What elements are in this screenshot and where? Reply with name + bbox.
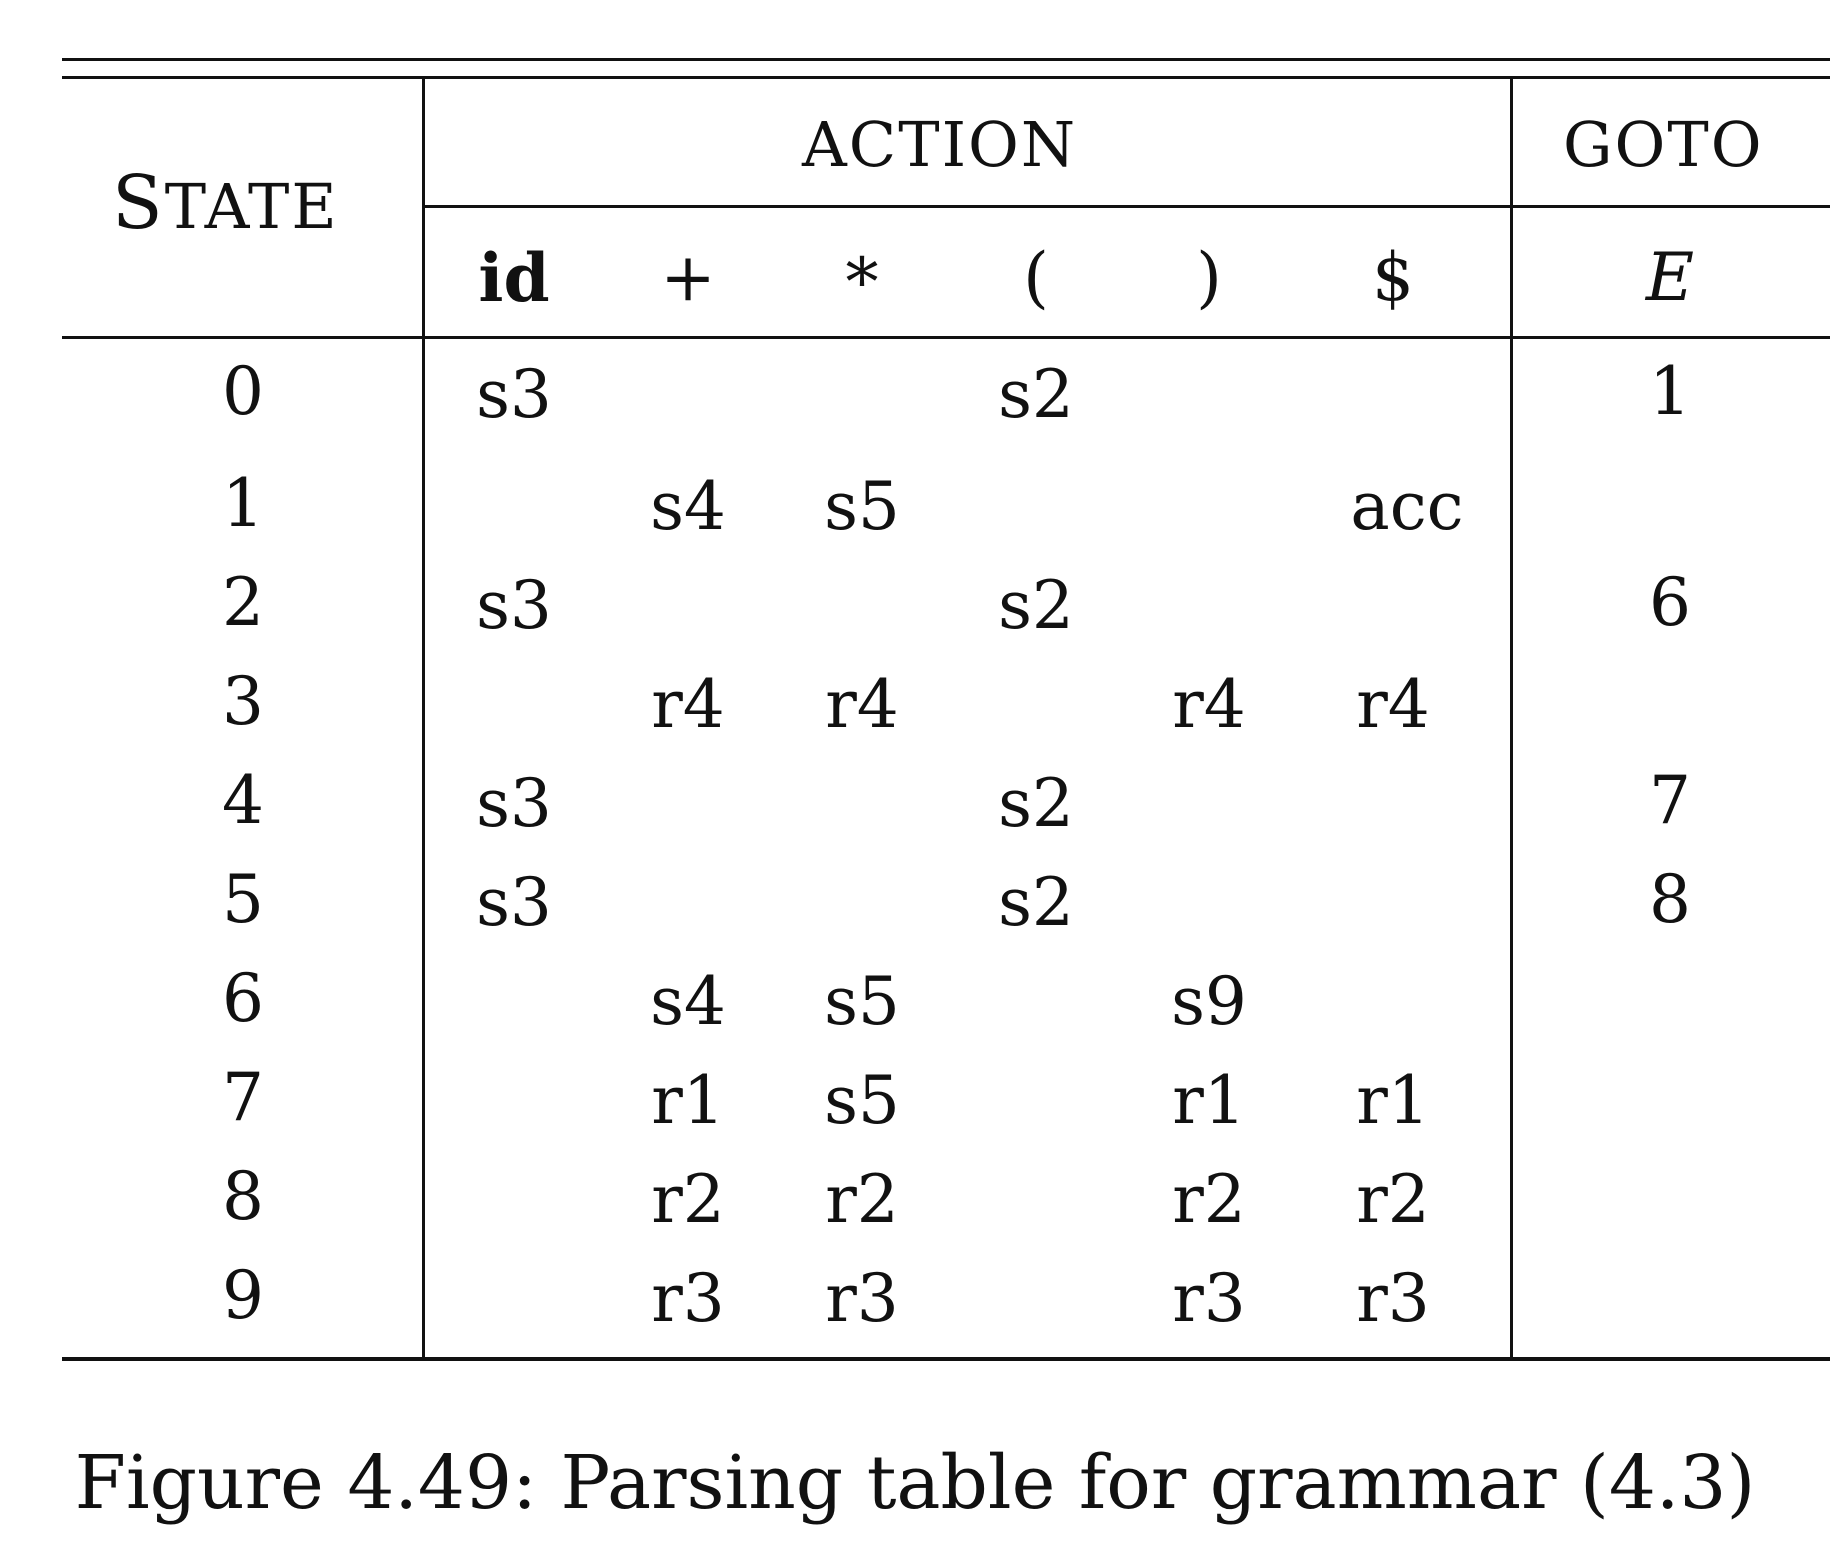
action-cell: s4 (650, 468, 726, 545)
action-cell: r4 (1172, 666, 1246, 743)
state-cell: 1 (222, 465, 264, 542)
top-rule-inner (62, 76, 1830, 79)
action-cell: r3 (651, 1260, 725, 1337)
state-cell: 7 (222, 1059, 264, 1136)
col-header-star: * (845, 244, 879, 321)
goto-header: GOTO (1563, 108, 1764, 181)
action-cell: s3 (476, 567, 552, 644)
action-cell: r1 (1172, 1062, 1246, 1139)
goto-divider (1510, 78, 1513, 1360)
action-cell: s3 (476, 864, 552, 941)
state-header (112, 160, 339, 246)
state-cell: 4 (222, 762, 264, 839)
state-cell: 6 (222, 960, 264, 1037)
action-cell: acc (1350, 468, 1464, 545)
header-bottom-rule (62, 336, 1830, 339)
goto-cell: 8 (1649, 861, 1691, 938)
bottom-rule (62, 1357, 1830, 1361)
action-cell: s2 (998, 864, 1074, 941)
action-cell: r2 (651, 1161, 725, 1238)
state-cell: 9 (222, 1257, 264, 1334)
action-header: ACTION (802, 108, 1078, 181)
action-cell: s3 (476, 356, 552, 433)
action-cell: r3 (1356, 1260, 1430, 1337)
state-cell: 0 (222, 353, 264, 430)
col-header-rparen: ) (1196, 239, 1222, 316)
action-cell: r1 (1356, 1062, 1430, 1139)
state-cell: 2 (222, 564, 264, 641)
action-cell: r4 (1356, 666, 1430, 743)
action-cell: s5 (824, 963, 900, 1040)
col-header-id: id (478, 239, 550, 317)
goto-cell: 1 (1649, 353, 1691, 430)
top-rule-outer (62, 58, 1830, 61)
action-cell: r3 (825, 1260, 899, 1337)
state-header-rest: TATE (164, 170, 339, 243)
action-cell: r2 (1172, 1161, 1246, 1238)
state-cell: 8 (222, 1158, 264, 1235)
action-cell: r1 (651, 1062, 725, 1139)
action-cell: r2 (825, 1161, 899, 1238)
action-cell: s2 (998, 567, 1074, 644)
action-cell: s5 (824, 1062, 900, 1139)
col-header-E: E (1645, 239, 1695, 316)
action-cell: s4 (650, 963, 726, 1040)
state-divider (422, 78, 425, 1360)
state-header-initial: S (112, 160, 165, 246)
goto-cell: 6 (1649, 564, 1691, 641)
col-header-dollar: $ (1372, 239, 1414, 316)
action-cell: r4 (651, 666, 725, 743)
goto-cell: 7 (1649, 762, 1691, 839)
action-cell: s9 (1171, 963, 1247, 1040)
col-header-lparen: ( (1023, 239, 1049, 316)
action-cell: s3 (476, 765, 552, 842)
action-cell: r4 (825, 666, 899, 743)
state-cell: 5 (222, 861, 264, 938)
action-subrule (423, 205, 1830, 208)
action-cell: s5 (824, 468, 900, 545)
action-cell: r3 (1172, 1260, 1246, 1337)
col-header-plus: + (660, 239, 716, 316)
action-cell: r2 (1356, 1161, 1430, 1238)
action-cell: s2 (998, 356, 1074, 433)
action-cell: s2 (998, 765, 1074, 842)
state-cell: 3 (222, 663, 264, 740)
figure-caption: Figure 4.49: Parsing table for grammar (4.3) (74, 1440, 1756, 1526)
